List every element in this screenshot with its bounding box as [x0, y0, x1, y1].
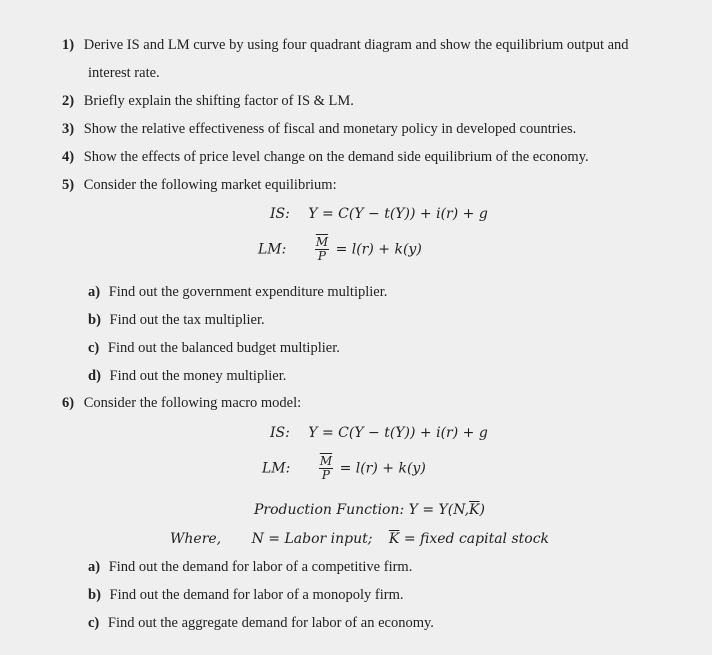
- sub-question: [88, 614, 434, 632]
- lm-equation: [262, 455, 426, 482]
- question-5: [62, 176, 337, 194]
- lm-formula: = l(r) + k(y): [339, 460, 426, 477]
- question-text: Show the effects of price level change on the demand side equilibrium of the economy.: [83, 149, 589, 165]
- sub-question-text: Find out the balanced budget multiplier.: [107, 340, 340, 356]
- is-equation: [270, 205, 488, 223]
- sub-question-label: c): [88, 615, 100, 631]
- sub-question-text: Find out the demand for labor of a competitive firm.: [108, 559, 413, 575]
- is-formula: Y = C(Y − t(Y)) + i(r) + g: [308, 425, 488, 441]
- sub-question: [88, 367, 286, 385]
- question-2: [62, 92, 354, 110]
- fraction-denominator: P: [317, 249, 326, 263]
- production-function-prefix: Production Function: Y = Y(N,: [254, 502, 470, 518]
- is-label: IS:: [270, 206, 290, 222]
- labor-definition: N = Labor input;: [251, 531, 373, 547]
- question-number: 1): [62, 37, 75, 53]
- sub-question-label: b): [88, 312, 101, 328]
- sub-question-text: Find out the money multiplier.: [109, 368, 287, 384]
- question-text: Show the relative effectiveness of fiscal and monetary policy in developed countries.: [83, 121, 577, 137]
- production-function-suffix: ): [479, 502, 485, 518]
- lm-label: LM:: [258, 241, 287, 258]
- capital-symbol: $\overline{K}$: [469, 502, 480, 518]
- question-number: 3): [62, 121, 75, 137]
- question-text: Consider the following market equilibrium:: [83, 177, 337, 193]
- sub-question-text: Find out the tax multiplier.: [109, 312, 265, 328]
- question-text: Consider the following macro model:: [83, 395, 302, 411]
- lm-equation: [258, 236, 422, 263]
- sub-question-label: a): [88, 559, 101, 575]
- question-number: 2): [62, 93, 75, 109]
- sub-question-label: d): [88, 368, 101, 384]
- sub-question-label: a): [88, 284, 101, 300]
- sub-question-label: c): [88, 340, 100, 356]
- m-over-p-fraction: [319, 455, 333, 482]
- question-1: [62, 36, 629, 54]
- question-text: Derive IS and LM curve by using four quadrant diagram and show the equilibrium output and: [83, 37, 629, 53]
- sub-question: [88, 339, 340, 357]
- sub-question: [88, 311, 265, 329]
- sub-question-text: Find out the demand for labor of a monopoly firm.: [109, 587, 404, 603]
- sub-question-label: b): [88, 587, 101, 603]
- where-label: Where,: [170, 531, 222, 547]
- sub-question: [88, 586, 404, 604]
- m-over-p-fraction: [315, 236, 329, 263]
- question-4: [62, 148, 589, 166]
- question-number: 5): [62, 177, 75, 193]
- fraction-numerator: $\overline{M}$: [319, 454, 333, 468]
- capital-definition: = fixed capital stock: [403, 531, 550, 547]
- is-equation: [270, 424, 488, 442]
- question-6: [62, 394, 301, 412]
- production-function: [254, 501, 485, 519]
- sub-question-text: Find out the aggregate demand for labor of an economy.: [107, 615, 434, 631]
- capital-symbol: $\overline{K}$: [388, 531, 400, 547]
- question-number: 6): [62, 395, 75, 411]
- question-text: Briefly explain the shifting factor of IS & LM.: [83, 93, 354, 109]
- fraction-numerator: $\overline{M}$: [315, 235, 329, 249]
- question-number: 4): [62, 149, 75, 165]
- is-label: IS:: [270, 425, 290, 441]
- question-1-continuation: interest rate.: [88, 65, 160, 81]
- lm-formula: = l(r) + k(y): [335, 241, 422, 258]
- where-definitions: [170, 530, 549, 548]
- fraction-denominator: P: [321, 468, 330, 482]
- is-formula: Y = C(Y − t(Y)) + i(r) + g: [308, 206, 488, 222]
- sub-question: [88, 283, 387, 301]
- question-3: [62, 120, 576, 138]
- sub-question: [88, 558, 412, 576]
- lm-label: LM:: [262, 460, 291, 477]
- sub-question-text: Find out the government expenditure multiplier.: [108, 284, 388, 300]
